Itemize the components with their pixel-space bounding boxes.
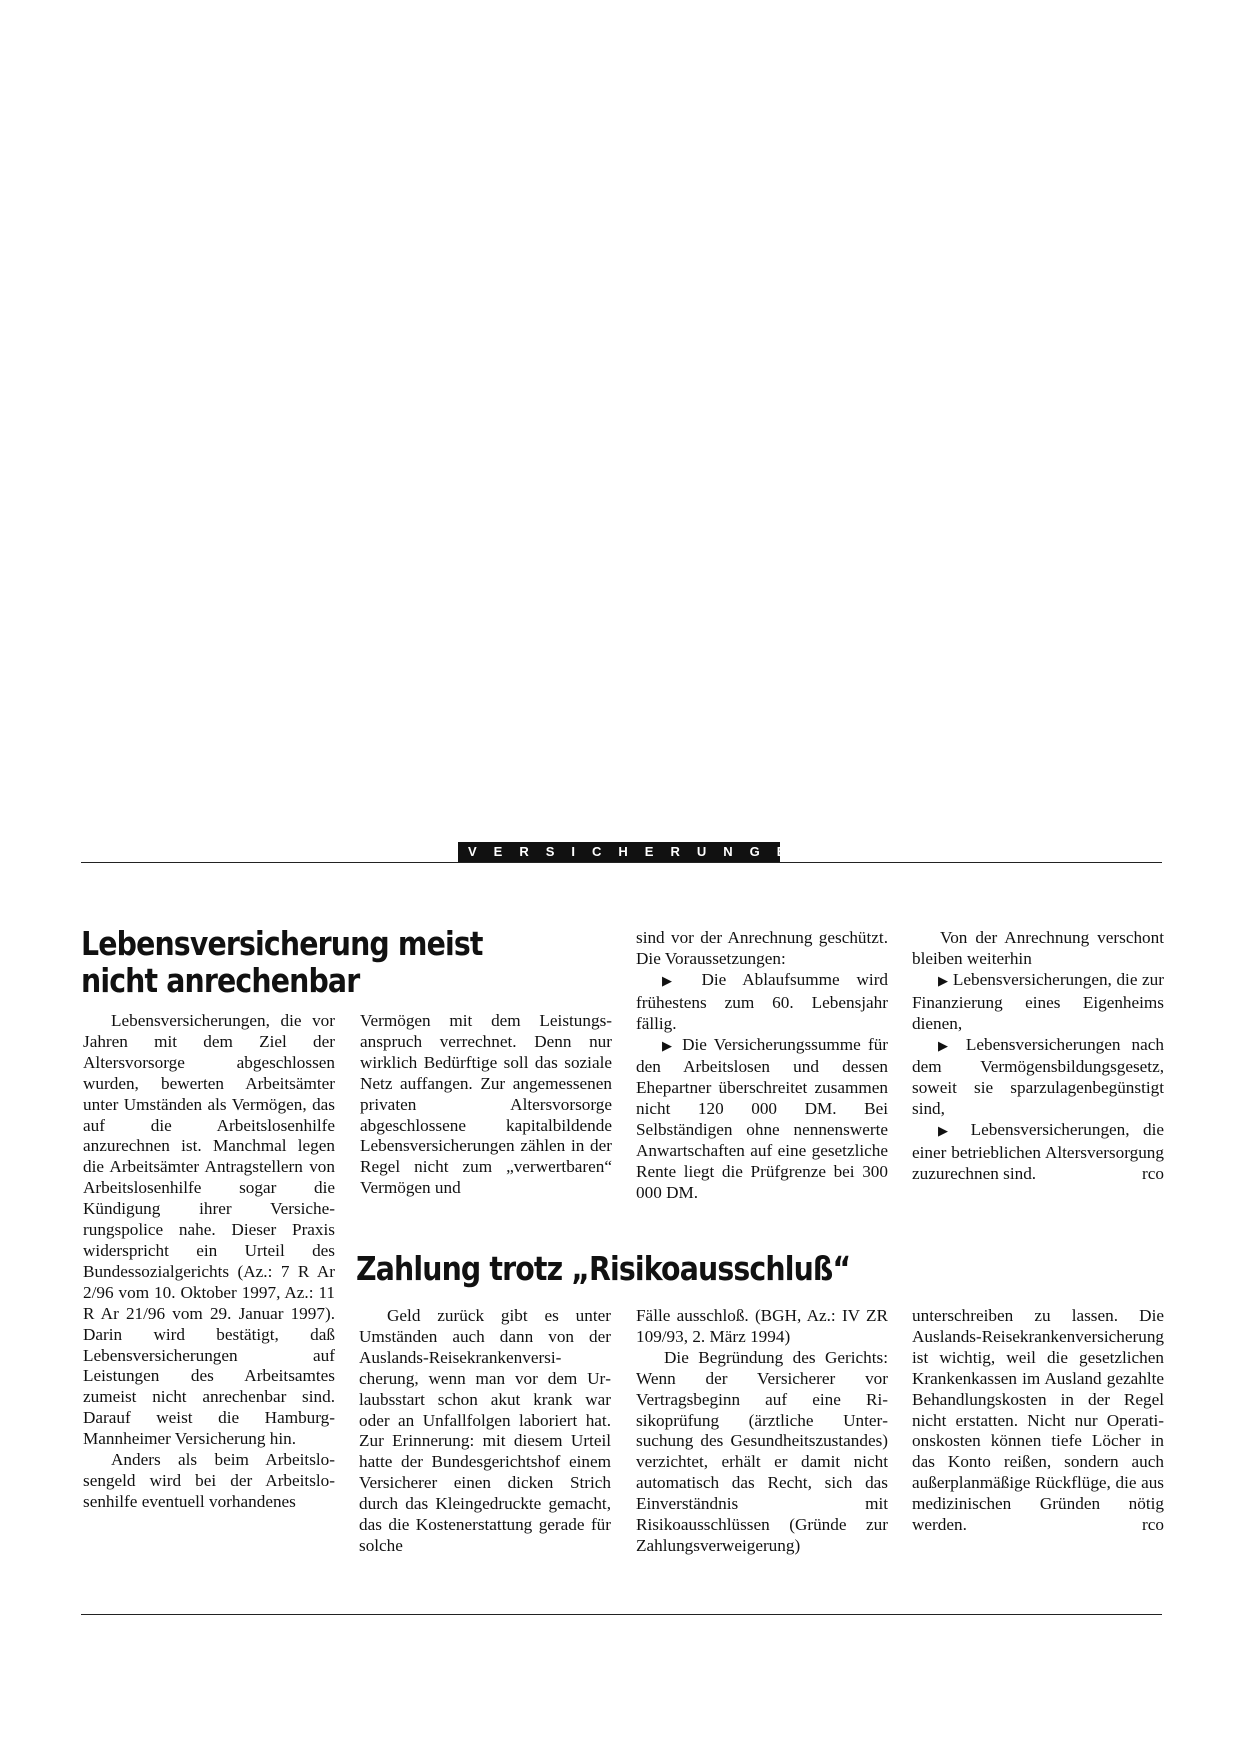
- section-label: VERSICHERUNGEN: [458, 842, 780, 862]
- article1-bullet: ▶ Lebensversicherungen, die einer betrieblichen Altersversorgung zuzurechnen sind. rco: [912, 1120, 1165, 1183]
- article1-column-1: [83, 1011, 335, 1513]
- arrow-bullet-icon: ▶: [662, 973, 685, 989]
- article1-paragraph: Vermögen mit dem Leistungsanspruch verrechnet. Denn nur wirklich Bedürftige soll das soziale Netz auffangen. Zur angemessenen privaten Altersvorsorge abgeschlossene kapitalbildende Lebensversicherungen zählen in der Regel nicht zum „verwertbaren“ Vermögen und: [360, 1011, 612, 1198]
- article1-bullet: ▶ Die Versicherungssumme für den Arbeitslosen und dessen Ehepartner überschreitet zusammen nicht 120 000 DM. Bei Selbständigen ohne nennenswerte Anwartschaften auf eine gesetzliche Rente liegt die Prüfgrenze bei 300 000 DM.: [636, 1034, 889, 1202]
- article2-column-4: [912, 1306, 1164, 1536]
- arrow-bullet-icon: ▶: [938, 973, 949, 989]
- arrow-bullet-icon: ▶: [938, 1038, 955, 1054]
- article2-column-2: [359, 1306, 611, 1557]
- article2-title: Zahlung trotz „Risikoausschluß“: [356, 1249, 851, 1288]
- page-bottom-rule: [81, 1614, 1162, 1615]
- arrow-bullet-icon: ▶: [938, 1124, 958, 1140]
- article1-title-line2: nicht anrechenbar: [81, 961, 360, 1000]
- article2-column-3: [636, 1306, 888, 1557]
- arrow-bullet-icon: ▶: [662, 1038, 675, 1054]
- article1-bullet: ▶ Lebensversicherungen nach dem Vermögensbildungsgesetz, soweit sie sparzulagenbegünstigt sind,: [912, 1034, 1164, 1119]
- article1-bullet: ▶ Die Ablaufsumme wird frühestens zum 60. Lebensjahr fällig.: [636, 969, 889, 1033]
- article1-bullet: ▶ Lebensversicherungen, die zur Finanzierung eines Eigenheims dienen,: [912, 969, 1164, 1033]
- article2-paragraph: Fälle ausschloß. (BGH, Az.: IV ZR 109/93, 2. März 1994): [636, 1306, 888, 1346]
- article1-column-2: [360, 1011, 612, 1199]
- article1-title: [81, 925, 483, 999]
- article1-paragraph: sind vor der Anrechnung geschützt. Die Voraussetzungen:: [636, 928, 888, 968]
- article2-paragraph: Geld zurück gibt es unter Umständen auch dann von der Auslands-Reisekrankenversicherung, wenn man vor dem Urlaubsstart schon akut krank war oder an Unfallfolgen laboriert hat. Zur Erinnerung: mit diesem Urteil hatte der Bundesgerichtshof einem Versicherer einen dicken Strich durch das Kleingedruckte gemacht, das die Kostenerstattung gerade für solche: [359, 1306, 611, 1555]
- article2-signature: rco: [1142, 1515, 1164, 1535]
- article1-signature: rco: [1142, 1163, 1164, 1183]
- article1-column-3: [636, 928, 888, 1204]
- article1-paragraph: Anders als beim Arbeitslosengeld wird bei der Arbeitslosenhilfe eventuell vorhandenes: [83, 1450, 335, 1511]
- article1-title-line1: Lebensversicherung meist: [81, 924, 483, 963]
- article1-column-4: [912, 928, 1164, 1185]
- article2-paragraph: unterschreiben zu lassen. Die Auslands-Reisekrankenversicherung ist wichtig, weil die gesetzlichen Krankenkassen im Ausland gezahlte Behandlungskosten in der Regel nicht erstatten. Nicht nur Operationskosten können tiefe Löcher in das Konto reißen, sondern auch außerplanmäßige Rückflüge, die aus medizinischen Gründen nötig werden. rco: [912, 1306, 1165, 1535]
- article1-paragraph: Lebensversicherungen, die vor Jahren mit dem Ziel der Altersvorsorge abgeschlossen wurden, bewerten Arbeitsämter unter Umständen als Vermögen, das auf die Arbeitslosenhilfe anzurechnen ist. Manchmal legen die Arbeitsämter Antragstellern von Arbeitslosenhilfe sogar die Kündigung ihrer Versicherungspolice nahe. Dieser Praxis widerspricht ein Urteil des Bundessozialgerichts (Az.: 7 R Ar 2/96 vom 10. Oktober 1997, Az.: 11 R Ar 21/96 vom 29. Januar 1997). Darin wird bestätigt, daß Lebensversicherungen auf Leistungen des Arbeitsamtes zumeist nicht anrechenbar sind. Darauf weist die Hamburg-Mannheimer Versicherung hin.: [83, 1011, 335, 1449]
- article2-paragraph: Die Begründung des Gerichts: Wenn der Versicherer vor Vertragsbeginn auf eine Risikoprüfung (ärztliche Untersuchung des Gesundheitszustandes) verzichtet, erhält er damit nicht automatisch das Recht, sich das Einverständnis mit Risikoausschlüssen (Gründe zur Zahlungsverweigerung): [636, 1347, 888, 1555]
- article1-paragraph: Von der Anrechnung verschont bleiben weiterhin: [912, 928, 1164, 968]
- section-top-rule: [81, 862, 1162, 863]
